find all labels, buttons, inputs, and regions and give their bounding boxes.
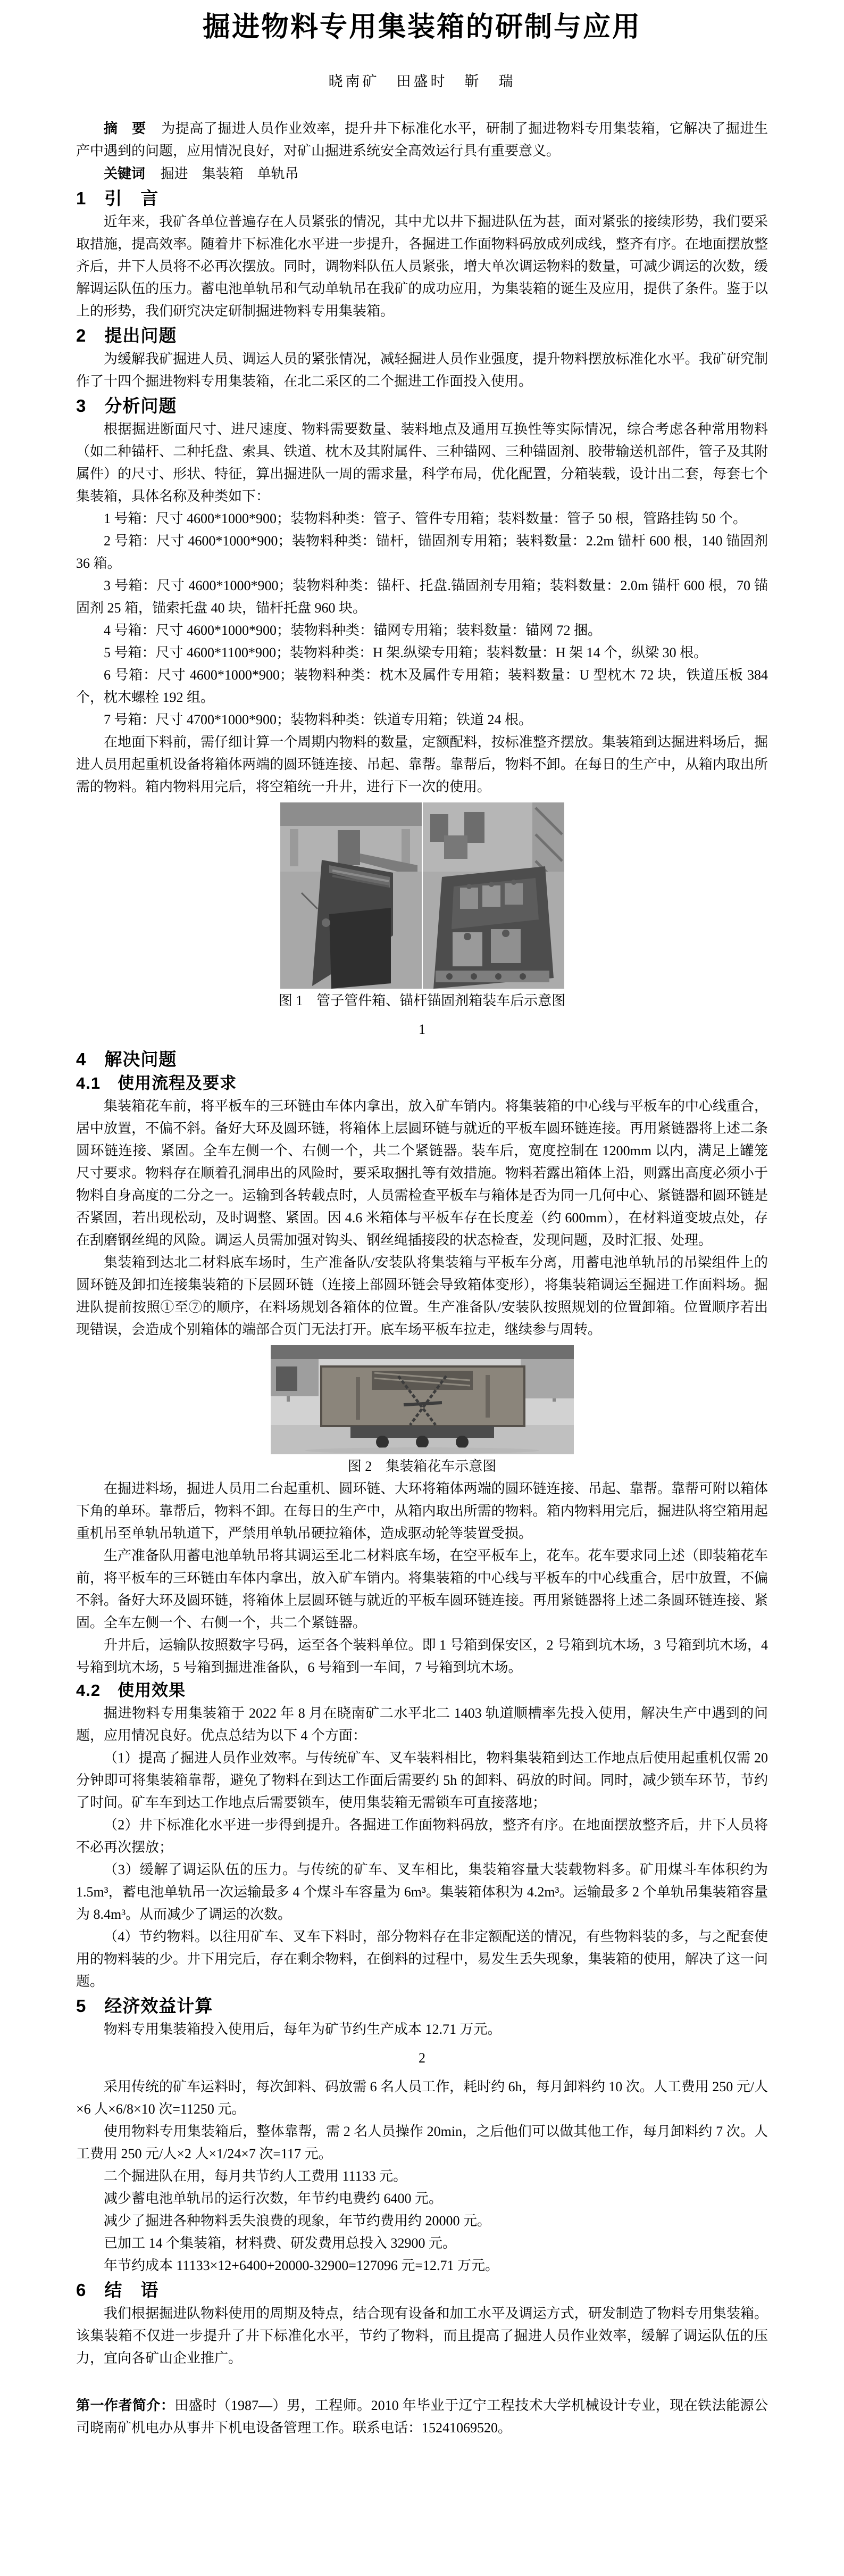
figure-2-photos <box>76 1345 768 1454</box>
author-bio <box>76 2394 768 2439</box>
section-6-paragraph: 我们根据掘进队物料使用的周期及特点，结合现有设备和加工水平及调运方式，研发制造了物料专用集装箱。该集装箱不仅进一步提升了井下标准化水平，节约了物料，而且提高了掘进人员作业效率，缓解了调运队伍的压力，宜向各矿山企业推广。 <box>76 2306 768 2366</box>
page-number-1: 1 <box>419 1022 425 1037</box>
page-number-2: 2 <box>419 2050 425 2066</box>
section-2-heading: 2 提出问题 <box>76 326 177 345</box>
section-5-paragraph-8: 年节约成本 11133×12+6400+20000-32900=127096 元=12.71 万元。 <box>104 2258 499 2273</box>
section-4-2-paragraph: 掘进物料专用集装箱于 2022 年 8 月在晓南矿二水平北二 1403 轨道顺槽率先投入使用，解决生产中遇到的问题，应用情况良好。优点总结为以下 4 个方面： <box>76 1705 768 1743</box>
box-spec-item: 3 号箱：尺寸 4600*1000*900；装物料种类：锚杆、托盘.锚固剂专用箱；装料数量：2.0m 锚杆 600 根，70 锚固剂 25 箱，锚索托盘 40 块，锚杆托盘 960 块。 <box>76 578 768 616</box>
box-spec-item: 7 号箱：尺寸 4700*1000*900；装物料种类：铁道专用箱；铁道 24 根。 <box>104 712 533 727</box>
section-5-paragraph-5: 减少蓄电池单轨吊的运行次数，年节约电费约 6400 元。 <box>104 2191 443 2206</box>
section-5-paragraph-1: 物料专用集装箱投入使用后，每年为矿节约生产成本 12.71 万元。 <box>104 2022 502 2037</box>
section-4-heading: 4 解决问题 <box>76 1049 177 1069</box>
section-3-paragraph: 根据掘进断面尺寸、进尺速度、物料需要数量、装料地点及通用互换性等实际情况，综合考虑各种常用物料（如二种锚杆、二种托盘、索具、铁道、枕木及其附属件、三种锚网、三种锚固剂、胶带输送机部件，管子及其附属件）的尺寸、形状、特征，算出掘进队一周的需求量，科学布局，优化配置，分箱装载，设计出二套，每套七个集装箱，具体名称及种类如下： <box>76 421 768 504</box>
author-bio-text: 田盛时（1987—）男，工程师。2010 年毕业于辽宁工程技术大学机械设计专业，现在铁法能源公司晓南矿机电办从事井下机电设备管理工作。联系电话：15241069520。 <box>76 2398 768 2436</box>
box-spec-item: 1 号箱：尺寸 4600*1000*900；装物料种类：管子、管件专用箱；装料数量：管子 50 根，管路挂钩 50 个。 <box>104 511 747 526</box>
section-2-paragraph: 为缓解我矿掘进人员、调运人员的紧张情况，减轻掘进人员作业强度，提升物料摆放标准化水平。我矿研究制作了十四个掘进物料专用集装箱，在北二采区的二个掘进工作面投入使用。 <box>76 351 768 389</box>
box-spec-item: 2 号箱：尺寸 4600*1000*900；装物料种类：锚杆，锚固剂专用箱；装料数量：2.2m 锚杆 600 根，140 锚固剂 36 箱。 <box>76 533 768 571</box>
box-spec-item: 6 号箱：尺寸 4600*1000*900；装物料种类：枕木及属件专用箱；装料数量：U 型枕木 72 块，铁道压板 384 个，枕木螺栓 192 组。 <box>76 667 768 705</box>
box-spec-item: 4 号箱：尺寸 4600*1000*900；装物料种类：锚网专用箱；装料数量：锚网 72 捆。 <box>104 623 602 638</box>
section-5-paragraph-7: 已加工 14 个集装箱，材料费、研发费用总投入 32900 元。 <box>104 2235 457 2251</box>
box-spec-item: 5 号箱：尺寸 4600*1100*900；装物料种类：H 架.纵梁专用箱；装料数量：H 架 14 个，纵梁 30 根。 <box>104 645 708 660</box>
figure-1-photos <box>76 802 768 989</box>
figure-1 <box>76 802 768 1012</box>
figure-1-caption: 图 1 管子管件箱、锚杆锚固剂箱装车后示意图 <box>278 993 566 1008</box>
section-3-heading: 3 分析问题 <box>76 396 177 416</box>
section-5-paragraph-4: 二个掘进队在用，每月共节约人工费用 11133 元。 <box>104 2168 407 2184</box>
keywords-paragraph <box>76 162 768 185</box>
keywords-text: 掘进 集装箱 单轨吊 <box>160 166 299 181</box>
section-4-1-paragraph-1: 集装箱花车前，将平板车的三环链由车体内拿出，放入矿车销内。将集装箱的中心线与平板车的中心线重合，居中放置，不偏不斜。备好大环及圆环链，将箱体上层圆环链与就近的平板车圆环链连接。再用紧链器将上述二条圆环链连接、紧固。全车左侧一个、右侧一个，共二个紧链器。装车后，宽度控制在 1200mm 以内，满足上罐笼尺寸要求。物料存在顺着孔洞串出的风险时，要采取捆扎等有效措施。物料若露出箱体上沿，则露出高度必须小于物料自身高度的二分之一。运输到各转载点时，人员需检查平板车与箱体是否为同一几何中心、紧链器和圆环链是否紧固，若出现松动，及时调整、紧固。因 4.6 米箱体与平板车存在长度差（约 600mm），在材料道变坡点处，存在刮磨钢丝绳的风险。调运人员需加强对钩头、钢丝绳插接段的状态检查，发现问题，及时汇报、处理。 <box>76 1098 768 1248</box>
figure1-photo-right <box>423 802 564 989</box>
abstract-paragraph <box>76 117 768 162</box>
section-5-paragraph-3: 使用物料专用集装箱后，整体靠帮，需 2 名人员操作 20min，之后他们可以做其他工作，每月卸料约 7 次。人工费用 250 元/人×2 人×1/24×7 次=117 元。 <box>76 2124 768 2161</box>
figure-2-caption: 图 2 集装箱花车示意图 <box>347 1459 497 1474</box>
section-4-1-paragraph-5: 升井后，运输队按照数字号码，运至各个装料单位。即 1 号箱到保安区，2 号箱到坑木场，3 号箱到坑木场，4 号箱到坑木场，5 号箱到掘进准备队，6 号箱到一车间，7 号箱到坑木场。 <box>76 1637 768 1675</box>
section-5-paragraph-6: 减少了掘进各种物料丢失浪费的现象，年节约费用约 20000 元。 <box>104 2213 491 2229</box>
section-4-2-heading: 4.2 使用效果 <box>76 1681 186 1700</box>
section-4-1-paragraph-3: 在掘进料场，掘进人员用二台起重机、圆环链、大环将箱体两端的圆环链连接、吊起、靠帮。靠帮可附以箱体下角的单环。靠帮后，物料不卸。在每日的生产中，从箱内取出所需的物料。箱内物料用完后，掘进队将空箱用起重机吊至单轨吊轨道下，严禁用单轨吊硬拉箱体，造成驱动轮等装置受损。 <box>76 1481 768 1541</box>
advantage-point-4: （4）节约物料。以往用矿车、叉车下料时，部分物料存在非定额配送的情况，有些物料装的多，与之配套使用的物料装的少。井下用完后，存在剩余物料，在倒料的过程中，易发生丢失现象，集装箱的使用，解决了这一问题。 <box>76 1929 768 1989</box>
section-4-1-heading: 4.1 使用流程及要求 <box>76 1074 237 1092</box>
authors-line: 晓南矿 田盛时 靳 瑞 <box>328 73 516 89</box>
section-4-1-paragraph-4: 生产准备队用蓄电池单轨吊将其调运至北二材料底车场，在空平板车上，花车。花车要求同上述（即装箱花车前，将平板车的三环链由车体内拿出，放入矿车销内。将集装箱的中心线与平板车的中心线重合，居中放置，不偏不斜。备好大环及圆环链，将箱体上层圆环链与就近的平板车圆环链连接。再用紧链器将上述二条圆环链连接、紧固。全车左侧一个、右侧一个，共二个紧链器。 <box>76 1548 768 1630</box>
advantage-point-3: （3）缓解了调运队伍的压力。与传统的矿车、叉车相比，集装箱容量大装载物料多。矿用煤斗车体积约为 1.5m³，蓄电池单轨吊一次运输最多 4 个煤斗车容量为 6m³。集装箱体积为 4.2m³。运输最多 2 个单轨吊集装箱容量为 8.4m³。从而减少了调运的次数。 <box>76 1862 768 1922</box>
section-3-paragraph-2: 在地面下料前，需仔细计算一个周期内物料的数量，定额配料，按标准整齐摆放。集装箱到达掘进料场后，掘进人员用起重机设备将箱体两端的圆环链连接、吊起、靠帮。靠帮后，物料不卸。在每日的生产中，从箱内取出所需的物料。箱内物料用完后，将空箱统一升井，进行下一次的使用。 <box>76 734 768 794</box>
section-5-heading: 5 经济效益计算 <box>76 1996 213 2016</box>
figure1-photo-left <box>280 802 422 989</box>
author-bio-label: 第一作者简介： <box>76 2397 175 2413</box>
figure-2 <box>76 1345 768 1478</box>
keywords-label: 关键词 <box>104 165 146 181</box>
advantage-point-1: （1）提高了掘进人员作业效率。与传统矿车、叉车装料相比，物料集装箱到达工作地点后使用起重机仅需 20 分钟即可将集装箱靠帮，避免了物料在到达工作面后需要约 5h 的卸料、码放的时间。同时，减少锁车环节，节约了时间。矿车车到达工作地点后需要锁车，使用集装箱无需锁车可直接落地； <box>76 1750 768 1810</box>
advantage-point-2: （2）井下标准化水平进一步得到提升。各掘进工作面物料码放，整齐有序。在地面摆放整齐后，井下人员将不必再次摆放； <box>76 1817 768 1855</box>
section-1-heading: 1 引 言 <box>76 188 159 208</box>
section-5-paragraph-2: 采用传统的矿车运料时，每次卸料、码放需 6 名人员工作，耗时约 6h，每月卸料约 10 次。人工费用 250 元/人×6 人×6/8×10 次=11250 元。 <box>76 2079 768 2117</box>
abstract-text: 为提高了掘进人员作业效率，提升井下标准化水平，研制了掘进物料专用集装箱，它解决了掘进生产中遇到的问题，应用情况良好，对矿山掘进系统安全高效运行具有重要意义。 <box>76 121 768 159</box>
paper-title: 掘进物料专用集装箱的研制与应用 <box>202 12 641 43</box>
abstract-label: 摘 要 <box>104 120 146 136</box>
section-6-heading: 6 结 语 <box>76 2280 159 2300</box>
section-1-paragraph: 近年来，我矿各单位普遍存在人员紧张的情况，其中尤以井下掘进队伍为甚，面对紧张的接续形势，我们要采取措施，提高效率。随着井下标准化水平进一步提升，各掘进工作面物料码放成列成线，整齐有序。在地面摆放整齐后，井下人员将不必再次摆放。同时，调物料队伍人员紧张，增大单次调运物料的数量，可减少调运的次数，缓解调运队伍的压力。蓄电池单轨吊和气动单轨吊在我矿的成功应用，为集装箱的诞生及应用，提供了条件。鉴于以上的形势，我们研究决定研制掘进物料专用集装箱。 <box>76 214 768 319</box>
section-4-1-paragraph-2: 集装箱到达北二材料底车场时，生产准备队/安装队将集装箱与平板车分离，用蓄电池单轨吊的吊梁组件上的圆环链及卸扣连接集装箱的下层圆环链（连接上部圆环链会导致箱体变形），将集装箱调运至掘进工作面料场。掘进队提前按照①至⑦的顺序，在料场规划各箱体的位置。生产准备队/安装队按照规划的位置卸箱。位置顺序若出现错误，会造成个别箱体的端部合页门无法打开。底车场平板车拉走，继续参与周转。 <box>76 1255 768 1337</box>
figure2-photo <box>271 1345 574 1454</box>
